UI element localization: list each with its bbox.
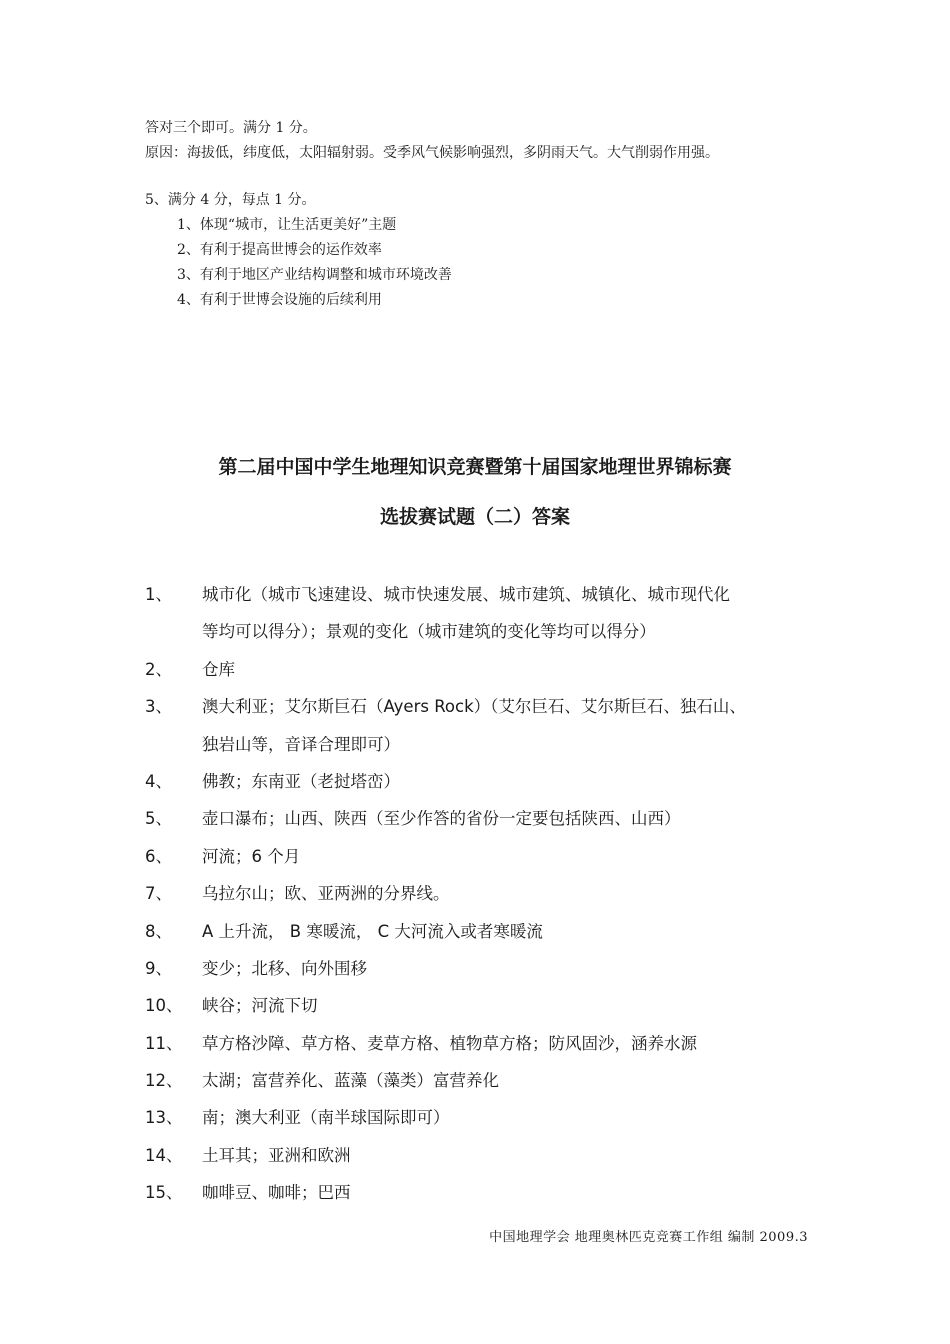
answer-text: 草方格沙障、草方格、麦草方格、植物草方格；防风固沙，涵养水源 <box>202 1033 697 1053</box>
list-item <box>145 1178 825 1215</box>
list-item <box>145 1141 825 1178</box>
answer-text: 南；澳大利亚（南半球国际即可） <box>202 1108 450 1128</box>
q5-header: 5、满分 4 分，每点 1 分。 <box>145 192 316 208</box>
answer-number: 1、 <box>145 585 172 604</box>
answer-text: 独岩山等，音译合理即可） <box>202 734 400 754</box>
list-item <box>145 954 825 991</box>
answer-text: 河流；6 个月 <box>202 846 301 866</box>
answer-number: 11、 <box>145 1033 183 1053</box>
answer-number: 2、 <box>145 659 172 679</box>
answer-number: 4、 <box>145 771 172 791</box>
list-item <box>145 917 825 954</box>
list-item <box>145 1066 825 1103</box>
answer-text: 等均可以得分）；景观的变化（城市建筑的变化等均可以得分） <box>202 622 656 642</box>
answer-number: 10、 <box>145 996 183 1016</box>
answer-number: 13、 <box>145 1108 183 1128</box>
list-item <box>145 1029 825 1066</box>
answer-number: 8、 <box>145 921 172 941</box>
answer-number: 3、 <box>145 697 172 717</box>
list-item <box>145 767 825 804</box>
answer-list <box>145 580 825 1216</box>
q5-point: 1、体现“城市，让生活更美好”主题 <box>177 217 397 233</box>
q5-point: 2、有利于提高世博会的运作效率 <box>177 242 382 258</box>
answer-number: 12、 <box>145 1071 183 1091</box>
list-item <box>145 692 825 767</box>
list-item <box>145 804 825 841</box>
answer-text: 土耳其；亚洲和欧洲 <box>202 1145 351 1165</box>
list-item <box>145 879 825 916</box>
answer-number: 6、 <box>145 846 172 866</box>
answer-number: 9、 <box>145 958 172 978</box>
list-item <box>145 580 825 655</box>
answer-text: 壶口瀑布；山西、陕西（至少作答的省份一定要包括陕西、山西） <box>202 809 681 829</box>
answer-reason: 原因：海拔低，纬度低，太阳辐射弱。受季风气候影响强烈，多阴雨天气。大气削弱作用强。 <box>145 145 719 161</box>
answer-text: 佛教；东南亚（老挝塔峦） <box>202 771 400 791</box>
answer-number: 7、 <box>145 884 172 904</box>
answer-text: 峡谷；河流下切 <box>202 996 318 1016</box>
answer-number: 15、 <box>145 1183 183 1203</box>
q5-point: 3、有利于地区产业结构调整和城市环境改善 <box>177 267 452 283</box>
answer-text: 变少；北移、向外围移 <box>202 958 367 978</box>
answer-text: 乌拉尔山；欧、亚两洲的分界线。 <box>202 884 450 904</box>
answer-text: 澳大利亚；艾尔斯巨石（Ayers Rock）（艾尔巨石、艾尔斯巨石、独石山、 <box>202 697 746 717</box>
q5-point: 4、有利于世博会设施的后续利用 <box>177 292 382 308</box>
answer-number: 5、 <box>145 809 172 829</box>
answer-text: 咖啡豆、咖啡；巴西 <box>202 1183 351 1203</box>
answer-note: 答对三个即可。满分 1 分。 <box>145 120 317 136</box>
list-item <box>145 655 825 692</box>
answer-text: 太湖；富营养化、蓝藻（藻类）富营养化 <box>202 1071 499 1091</box>
answer-text: A 上升流， B 寒暖流， C 大河流入或者寒暖流 <box>202 921 543 941</box>
page-title: 第二届中国中学生地理知识竞赛暨第十届国家地理世界锦标赛 <box>218 456 732 478</box>
list-item <box>145 842 825 879</box>
answer-text: 仓库 <box>202 659 235 679</box>
list-item <box>145 1103 825 1140</box>
previous-answers-section <box>145 116 845 313</box>
answer-number: 14、 <box>145 1145 183 1165</box>
answer-text: 城市化（城市飞速建设、城市快速发展、城市建筑、城镇化、城市现代化 <box>202 585 730 604</box>
list-item <box>145 991 825 1028</box>
page-subtitle: 选拔赛试题（二）答案 <box>379 506 570 528</box>
page-footer: 中国地理学会 地理奥林匹克竞赛工作组 编制 2009.3 <box>489 1230 808 1245</box>
